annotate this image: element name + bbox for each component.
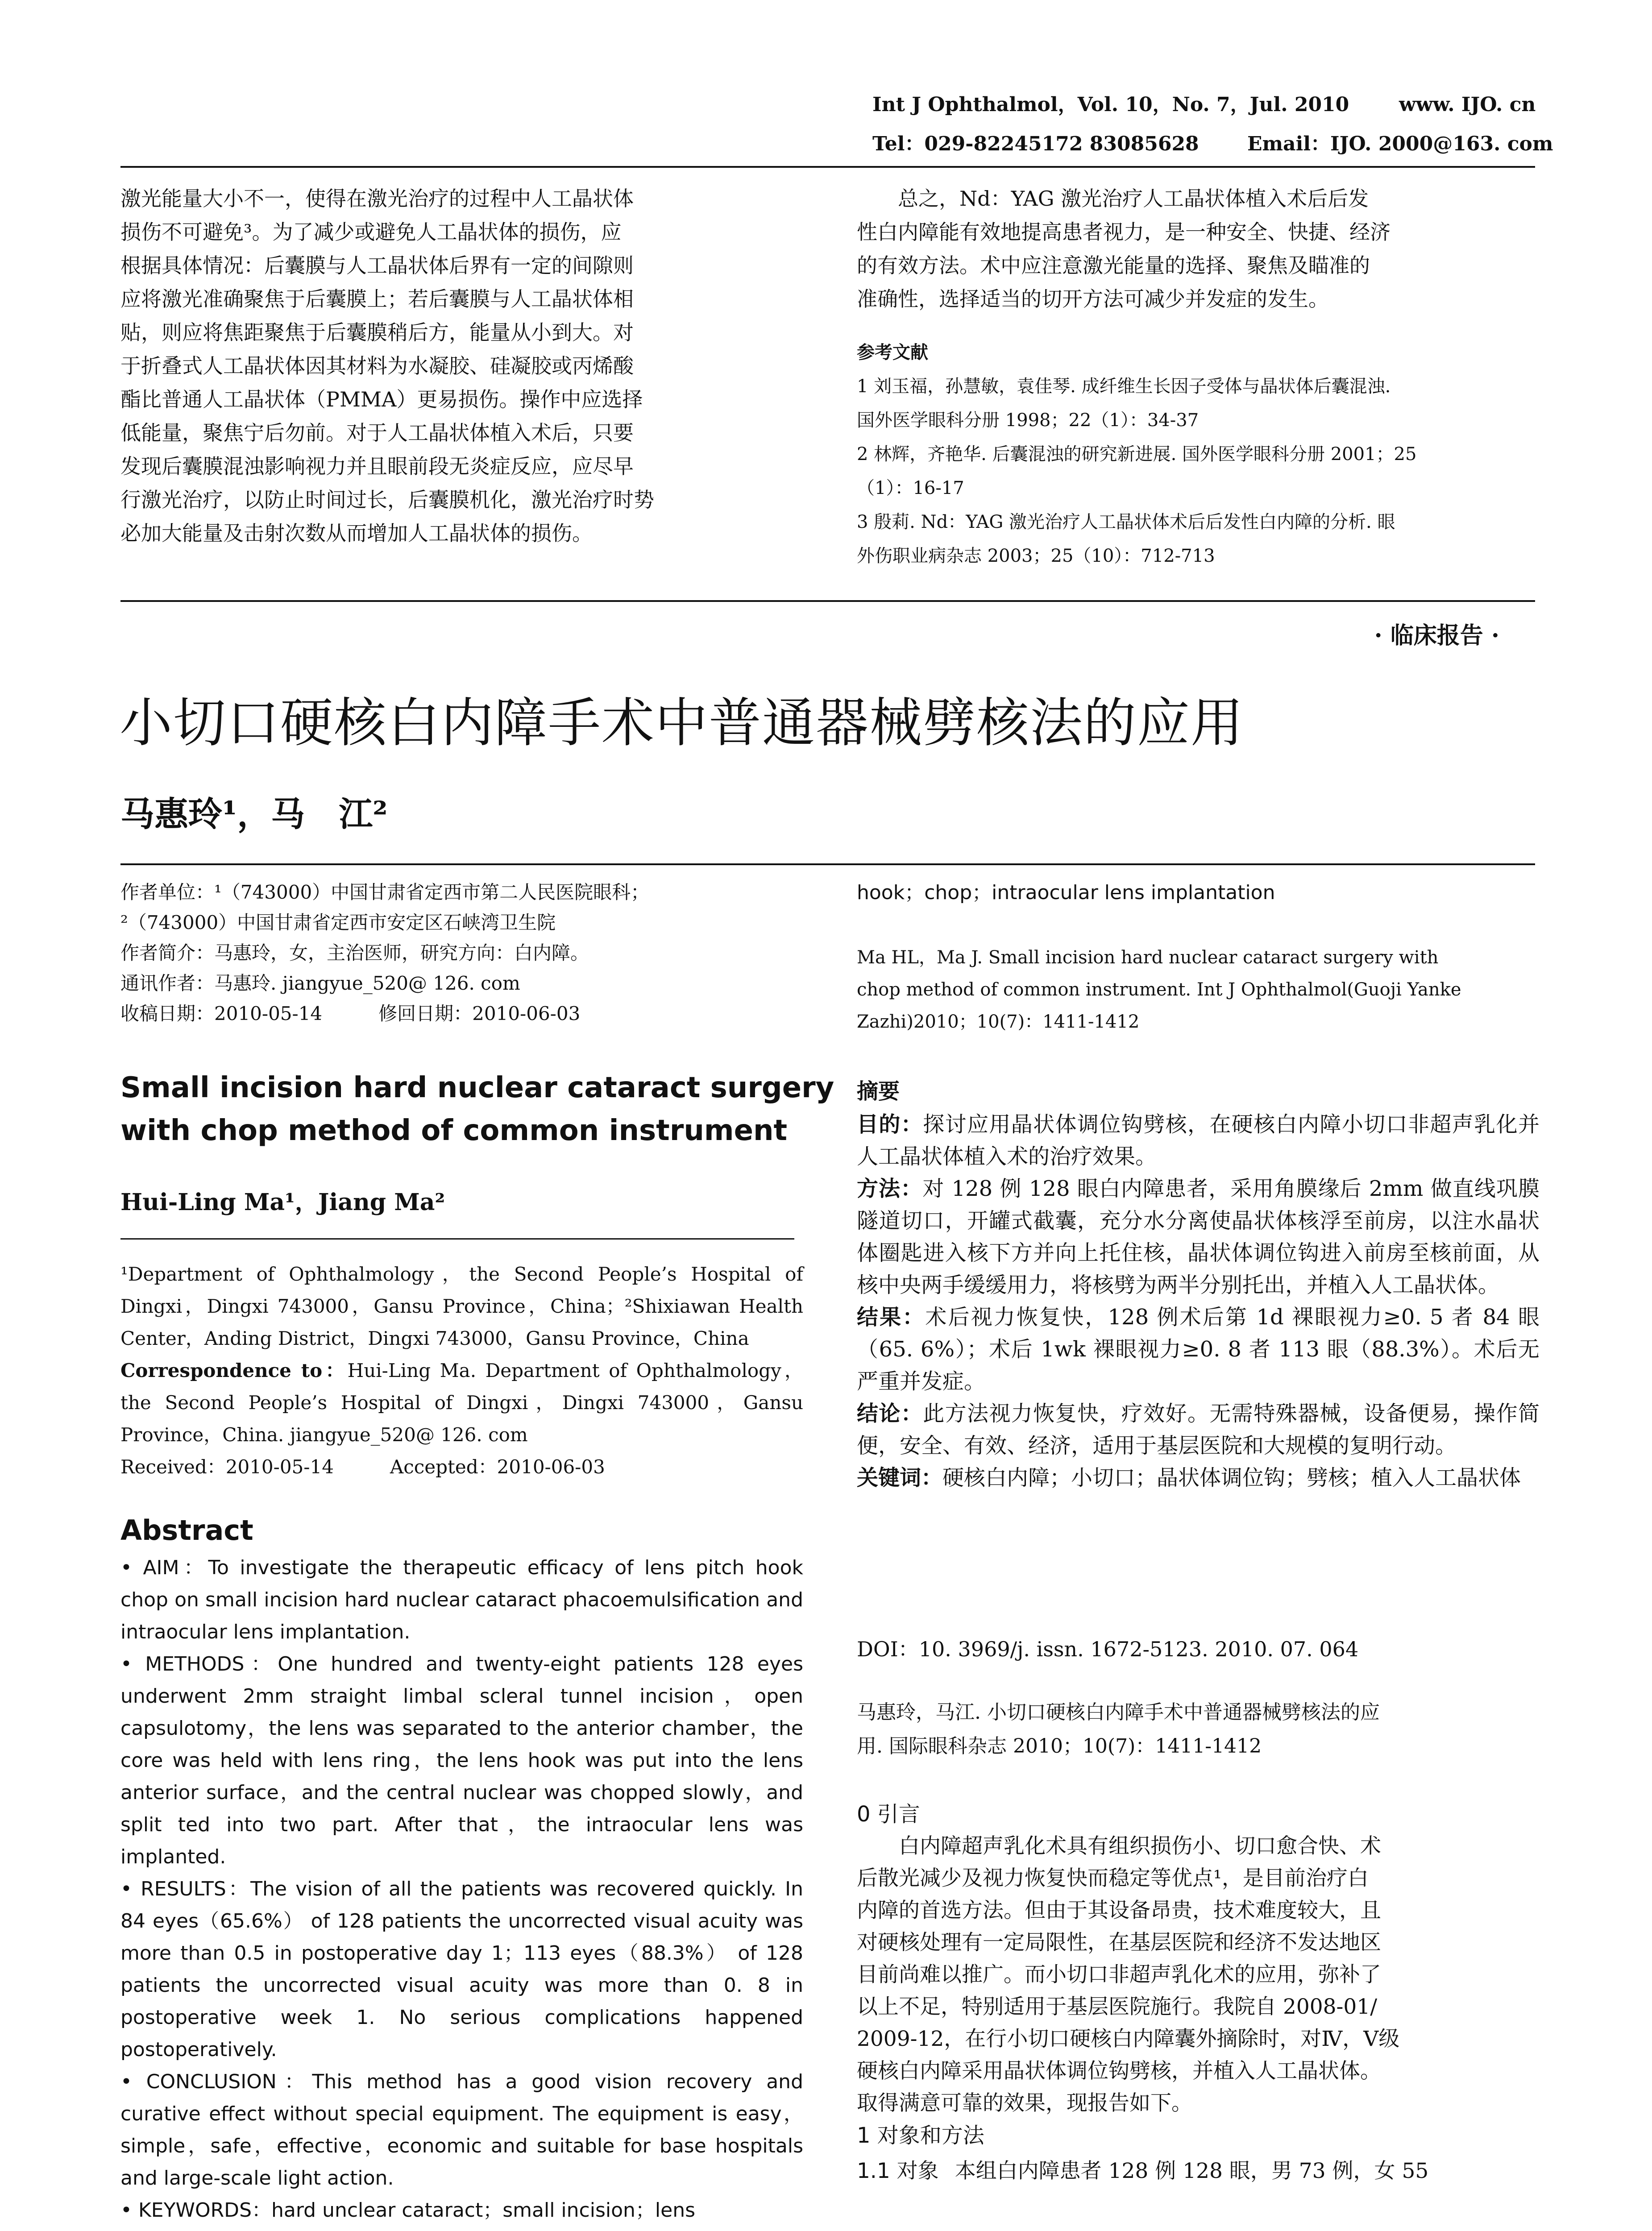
abstract-keywords: • KEYWORDS：hard unclear cataract；small incision；lens bbox=[120, 2199, 696, 2222]
abstract-cn-aim-label: 目的： bbox=[857, 1112, 923, 1137]
keywords-continuation: hook；chop；intraocular lens implantation bbox=[857, 881, 1275, 904]
doi: DOI：10. 3969/j. issn. 1672-5123. 2010. 07. 064 bbox=[857, 1637, 1359, 1661]
intro-line: 对硬核处理有一定局限性，在基层医院和经济不发达地区 bbox=[857, 1930, 1381, 1955]
affiliation-en-text: ¹Department of Ophthalmology，the Second People’s Hospital of Dingxi，Dingxi 743000，Gansu Province，China；²Shixiawan Health Center，Anding District，Dingxi 743000，Gansu Province，China bbox=[120, 1263, 803, 1349]
correspondence-text: Hui-Ling Ma. Department of Ophthalmology，the Second People’s Hospital of Dingxi，Dingxi 743000，Gansu Province，China. jiangyue_520@ 126. com bbox=[120, 1360, 803, 1446]
abstract-results: • RESULTS：The vision of all the patients was recovered quickly. In 84 eyes（65.6%） of 128 patients the uncorrected visual acuity was more than 0.5 in postoperative day 1；113 eyes（88.3%） of 128 patients the uncorrected visual acuity was more than 0. 8 in postoperative week 1. No serious complications happened postoperatively. bbox=[120, 1878, 803, 2061]
reference-line: 1 刘玉福，孙慧敏，袁佳琴. 成纤维生长因子受体与晶状体后囊混浊. bbox=[857, 376, 1391, 397]
abstract-conclusion: • CONCLUSION：This method has a good vision recovery and curative effect without special equipment. The equipment is easy，simple，safe，effective，economic and suitable for base hospitals and large-scale light action. bbox=[120, 2070, 803, 2190]
abstract-cn-keywords bbox=[857, 1462, 1540, 1494]
title-en-line: with chop method of common instrument bbox=[120, 1114, 788, 1147]
intro-heading: 0 引言 bbox=[857, 1802, 920, 1827]
prev-left-line: 发现后囊膜混浊影响视力并且眼前段无炎症反应，应尽早 bbox=[120, 454, 634, 478]
prev-right-line: 总之，Nd：YAG 激光治疗人工晶状体植入术后后发 bbox=[857, 187, 1369, 211]
reference-line: 3 殷莉. Nd：YAG 激光治疗人工晶状体术后后发性白内障的分析. 眼 bbox=[857, 512, 1395, 532]
prev-left-line: 应将激光准确聚焦于后囊膜上；若后囊膜与人工晶状体相 bbox=[120, 287, 634, 311]
abstract-cn-aim bbox=[857, 1108, 1540, 1173]
intro-line: 以上不足，特别适用于基层医院施行。我院自 2008-01/ bbox=[857, 1995, 1378, 2019]
intro-line: 取得满意可靠的效果，现报告如下。 bbox=[857, 2091, 1192, 2115]
section-rule bbox=[120, 600, 1535, 602]
title-en-line: Small incision hard nuclear cataract surgery bbox=[120, 1071, 834, 1104]
prev-article-right-column bbox=[857, 182, 1540, 316]
article-title-en bbox=[120, 1066, 834, 1152]
abstract-aim: • AIM：To investigate the therapeutic efficacy of lens pitch hook chop on small incision hard nuclear cataract phacoemulsification and intraocular lens implantation. bbox=[120, 1556, 803, 1643]
journal-line: Int J Ophthalmol，Vol. 10，No. 7，Jul. 2010 bbox=[872, 93, 1349, 116]
prev-left-line: 激光能量大小不一，使得在激光治疗的过程中人工晶状体 bbox=[120, 187, 634, 211]
abstract-cn-methods-text: 对 128 例 128 眼白内障患者，采用角膜缘后 2mm 做直线巩膜隧道切口，开罐式截囊，充分水分离使晶状体核浮至前房，以注水晶状体圈匙进入核下方并向上托住核，晶状体调位钩进入前房至核前面，从核中央两手缓缓用力，将核劈为两半分别托出，并植入人工晶状体。 bbox=[857, 1176, 1540, 1298]
abstract-cn bbox=[857, 1108, 1540, 1494]
citation-en-line: Zazhi)2010；10(7)：1411-1412 bbox=[857, 1012, 1140, 1032]
journal-website: www. IJO. cn bbox=[1399, 93, 1536, 116]
prev-left-line: 贴，则应将焦距聚焦于后囊膜稍后方，能量从小到大。对 bbox=[120, 320, 634, 344]
author-affiliation-line: ²（743000）中国甘肃省定西市安定区石峡湾卫生院 bbox=[120, 912, 556, 933]
author-info bbox=[120, 877, 803, 1029]
title-rule bbox=[120, 863, 1535, 865]
intro-line: 白内障超声乳化术具有组织损伤小、切口愈合快、术 bbox=[857, 1834, 1381, 1858]
intro-line: 2009-12，在行小切口硬核白内障囊外摘除时，对Ⅳ，Ⅴ级 bbox=[857, 2027, 1400, 2051]
prev-left-line: 根据具体情况：后囊膜与人工晶状体后界有一定的间隙则 bbox=[120, 253, 634, 278]
author-bio-line: 作者简介：马惠玲，女，主治医师，研究方向：白内障。 bbox=[120, 942, 589, 964]
citation-en-line: chop method of common instrument. Int J Ophthalmol(Guoji Yanke bbox=[857, 979, 1461, 1000]
authors-cn: 马惠玲¹，马 江² bbox=[120, 794, 388, 834]
journal-email: Email：IJO. 2000@163. com bbox=[1247, 133, 1553, 155]
prev-left-line: 损伤不可避免³。为了减少或避免人工晶状体的损伤，应 bbox=[120, 220, 622, 244]
citation-cn-line: 用. 国际眼科杂志 2010；10(7)：1411-1412 bbox=[857, 1735, 1262, 1758]
abstract-methods: • METHODS：One hundred and twenty-eight patients 128 eyes underwent 2mm straight limbal scleral tunnel incision，open capsulotomy，the lens was separated to the anterior chamber，the core was held with lens ring，the lens hook was put into the lens anterior surface，and the central nuclear was chopped slowly，and split ted into two part. After that，the intraocular lens was implanted. bbox=[120, 1653, 803, 1868]
prev-left-line: 必加大能量及击射次数从而增加人工晶状体的损伤。 bbox=[120, 521, 593, 545]
intro-line: 硬核白内障采用晶状体调位钩劈核，并植入人工晶状体。 bbox=[857, 2059, 1381, 2083]
abstract-cn-methods-label: 方法： bbox=[857, 1176, 923, 1201]
abstract-cn-conclusion-text: 此方法视力恢复快，疗效好。无需特殊器械，设备便易，操作简便，安全、有效、经济，适用于基层医院和大规模的复明行动。 bbox=[857, 1401, 1540, 1458]
running-header bbox=[872, 91, 1553, 158]
prev-right-line: 准确性，选择适当的切开方法可减少并发症的发生。 bbox=[857, 287, 1329, 311]
citation-cn-line: 马惠玲，马江. 小切口硬核白内障手术中普通器械劈核法的应 bbox=[857, 1701, 1380, 1724]
affiliation-en bbox=[120, 1258, 803, 1483]
subsection-1-1 bbox=[857, 2155, 1428, 2187]
citation-cn bbox=[857, 1696, 1540, 1763]
abstract-cn-results-text: 术后视力恢复快，128 例术后第 1d 裸眼视力≥0. 5 者 84 眼（65. 6%）；术后 1wk 裸眼视力≥0. 8 者 113 眼（88.3%）。术后无严重并发症。 bbox=[857, 1305, 1540, 1394]
received-accepted-en: Received：2010-05-14 Accepted：2010-06-03 bbox=[120, 1456, 605, 1478]
reference-line: 2 林辉，齐艳华. 后囊混浊的研究新进展. 国外医学眼科分册 2001；25 bbox=[857, 444, 1417, 464]
reference-line: 外伤职业病杂志 2003；25（10）：712-713 bbox=[857, 546, 1215, 566]
intro-line: 后散光减少及视力恢复快而稳定等优点¹，是目前治疗白 bbox=[857, 1866, 1369, 1891]
header-rule bbox=[120, 166, 1535, 168]
section-label: · 临床报告 · bbox=[1374, 622, 1499, 649]
intro-line: 内障的首选方法。但由于其设备昂贵，技术难度较大，且 bbox=[857, 1898, 1381, 1923]
prev-left-line: 酯比普通人工晶状体（PMMA）更易损伤。操作中应选择 bbox=[120, 387, 643, 411]
dates-line: 收稿日期：2010-05-14 修回日期：2010-06-03 bbox=[120, 1003, 581, 1024]
correspondence-en bbox=[120, 1355, 803, 1451]
abstract-cn-keywords-text: 硬核白内障；小切口；晶状体调位钩；劈核；植入人工晶状体 bbox=[942, 1465, 1521, 1490]
abstract-cn-methods bbox=[857, 1173, 1540, 1301]
prev-right-line: 的有效方法。术中应注意激光能量的选择、聚焦及瞄准的 bbox=[857, 253, 1370, 278]
correspondence-label: Correspondence to： bbox=[120, 1360, 348, 1381]
abstract-cn-keywords-label: 关键词： bbox=[857, 1465, 943, 1490]
intro-body bbox=[857, 1830, 1540, 2119]
abstract-heading: Abstract bbox=[120, 1514, 253, 1547]
abstract-cn-aim-text: 探讨应用晶状体调位钩劈核，在硬核白内障小切口非超声乳化并人工晶状体植入术的治疗效果。 bbox=[857, 1112, 1540, 1169]
prev-left-line: 低能量，聚焦宁后勿前。对于人工晶状体植入术后，只要 bbox=[120, 421, 634, 445]
subsection-text: 本组白内障患者 128 例 128 眼，男 73 例，女 55 bbox=[955, 2159, 1429, 2183]
abstract-cn-results-label: 结果： bbox=[857, 1305, 926, 1330]
abstract-cn-conclusion-label: 结论： bbox=[857, 1401, 923, 1426]
prev-left-line: 于折叠式人工晶状体因其材料为水凝胶、硅凝胶或丙烯酸 bbox=[120, 354, 634, 378]
subsection-label: 1.1 对象 bbox=[857, 2159, 939, 2183]
abstract-cn-conclusion bbox=[857, 1397, 1540, 1462]
reference-line: （1）：16-17 bbox=[857, 478, 964, 498]
journal-tel: Tel：029-82245172 83085628 bbox=[872, 133, 1199, 155]
author-affiliation-line: 作者单位：¹（743000）中国甘肃省定西市第二人民医院眼科； bbox=[120, 881, 650, 903]
prev-left-line: 行激光治疗，以防止时间过长，后囊膜机化，激光治疗时势 bbox=[120, 488, 654, 512]
references-heading: 参考文献 bbox=[857, 342, 928, 363]
authors-en-rule bbox=[120, 1238, 794, 1240]
authors-en: Hui-Ling Ma¹，Jiang Ma² bbox=[120, 1189, 445, 1216]
reference-line: 国外医学眼科分册 1998；22（1）：34-37 bbox=[857, 410, 1199, 431]
prev-article-left-column bbox=[120, 182, 803, 550]
citation-en-line: Ma HL，Ma J. Small incision hard nuclear cataract surgery with bbox=[857, 947, 1439, 968]
abstract-cn-heading: 摘要 bbox=[857, 1079, 900, 1104]
abstract-cn-results bbox=[857, 1301, 1540, 1397]
abstract-en bbox=[120, 1552, 803, 2227]
article-title-cn: 小切口硬核白内障手术中普通器械劈核法的应用 bbox=[120, 692, 1245, 754]
correspondence-line: 通讯作者：马惠玲. jiangyue_520@ 126. com bbox=[120, 972, 520, 994]
citation-en bbox=[857, 941, 1540, 1038]
prev-right-line: 性白内障能有效地提高患者视力，是一种安全、快捷、经济 bbox=[857, 220, 1391, 244]
methods-heading: 1 对象和方法 bbox=[857, 2123, 984, 2148]
intro-line: 目前尚难以推广。而小切口非超声乳化术的应用，弥补了 bbox=[857, 1962, 1381, 1987]
references-list bbox=[857, 369, 1540, 573]
